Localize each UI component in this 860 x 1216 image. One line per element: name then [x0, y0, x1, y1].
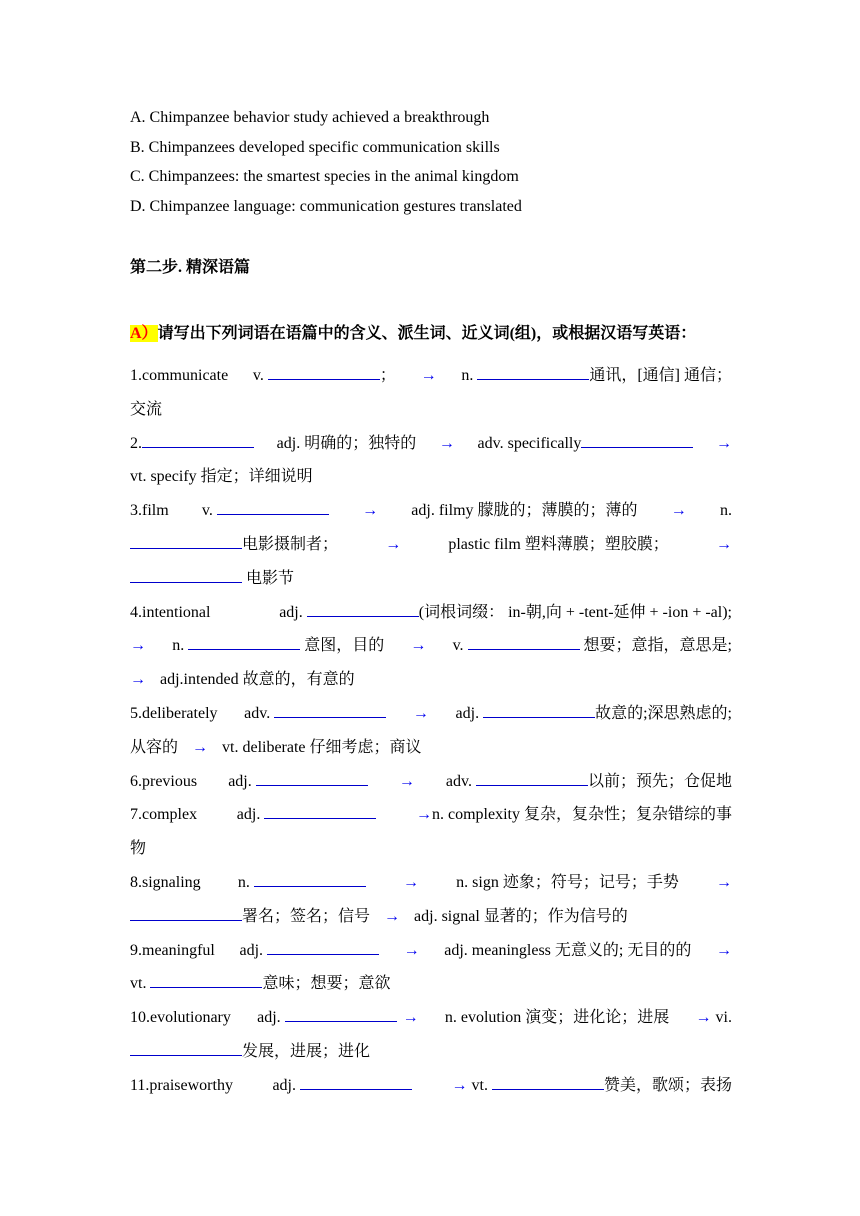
- word: 9.meaningful: [130, 941, 215, 959]
- meaning: 想要；意指，意思是;: [583, 637, 732, 655]
- vocab-item-2: [130, 427, 732, 495]
- meaning: 发展，进展；进化: [242, 1042, 371, 1060]
- meaning: 赞美，歌颂；表扬: [603, 1076, 732, 1094]
- arrow-icon: →: [398, 772, 415, 790]
- word: 2.: [130, 434, 142, 452]
- meaning: 物: [130, 840, 147, 858]
- word: 8.signaling: [130, 873, 201, 891]
- derivative: vt. specify 指定；详细说明: [130, 468, 313, 486]
- word: 6.previous: [130, 772, 198, 790]
- derivative: n. sign 迹象；符号；记号；手势: [456, 873, 679, 891]
- word: 4.intentional: [130, 603, 211, 621]
- blank[interactable]: [142, 432, 254, 448]
- meaning: 意图，目的: [304, 637, 385, 655]
- blank[interactable]: [267, 939, 379, 955]
- pos: adv.: [445, 772, 472, 790]
- vocab-item-8: [130, 866, 732, 934]
- meaning: 交流: [130, 400, 163, 418]
- pos: vi.: [715, 1009, 732, 1027]
- derivative: plastic film 塑料薄膜；塑胶膜；: [448, 535, 669, 553]
- arrow-icon: →: [451, 1076, 468, 1094]
- derivative: adj. filmy 朦胧的；薄膜的；薄的: [411, 502, 638, 520]
- blank[interactable]: [256, 770, 368, 786]
- vocab-list: [130, 359, 732, 1103]
- section-title: 第二步. 精深语篇: [130, 259, 251, 276]
- vocab-item-4: [130, 596, 732, 697]
- derivative: n. evolution 演变；进化论；进展: [444, 1009, 670, 1027]
- pos: v.: [252, 367, 264, 384]
- meaning: adj. 明确的；独特的: [276, 434, 417, 452]
- arrow-icon: →: [410, 637, 427, 655]
- blank[interactable]: [492, 1074, 604, 1090]
- vocab-item-9: [130, 934, 732, 1002]
- blank[interactable]: [130, 1040, 242, 1056]
- vocab-item-6: [130, 765, 732, 799]
- arrow-icon: →: [670, 502, 687, 520]
- pos: adj.: [272, 1076, 296, 1094]
- arrow-icon: →: [402, 1009, 419, 1027]
- arrow-icon: →: [415, 806, 432, 824]
- blank[interactable]: [130, 905, 242, 921]
- option-d: D. Chimpanzee language: communication gestures translated: [130, 198, 522, 216]
- arrow-icon: →: [715, 941, 732, 959]
- vocab-item-10: [130, 1001, 732, 1069]
- pos: vt.: [471, 1076, 488, 1094]
- blank[interactable]: [130, 567, 242, 583]
- arrow-icon: →: [715, 873, 732, 891]
- blank[interactable]: [150, 972, 262, 988]
- pos: adj.: [257, 1009, 281, 1027]
- meaning: 署名；签名；信号: [242, 907, 371, 925]
- word: 5.deliberately: [130, 704, 218, 722]
- blank[interactable]: [254, 871, 366, 887]
- blank[interactable]: [477, 364, 589, 380]
- arrow-icon: →: [384, 907, 401, 925]
- pos: adv.: [244, 704, 271, 722]
- blank[interactable]: [300, 1074, 412, 1090]
- arrow-icon: →: [402, 873, 419, 891]
- blank[interactable]: [274, 702, 386, 718]
- separator: ；: [379, 367, 396, 384]
- pos: v.: [201, 502, 213, 520]
- meaning: 通讯，[通信] 通信；: [589, 367, 732, 384]
- blank[interactable]: [130, 533, 242, 549]
- answer-options: [130, 103, 522, 222]
- arrow-icon: →: [695, 1009, 712, 1027]
- meaning: 故意的;深思熟虑的;: [595, 704, 732, 722]
- word: 3.film: [130, 502, 169, 520]
- blank[interactable]: [581, 432, 693, 448]
- pos: adj.: [239, 941, 264, 959]
- blank[interactable]: [468, 634, 580, 650]
- blank[interactable]: [476, 770, 588, 786]
- meaning: 以前；预先；仓促地: [587, 772, 732, 790]
- blank[interactable]: [268, 364, 380, 380]
- word: 1.communicate: [130, 367, 229, 384]
- arrow-icon: →: [716, 434, 732, 452]
- derivative: adj. meaningless 无意义的; 无目的的: [444, 941, 692, 959]
- blank[interactable]: [285, 1006, 397, 1022]
- pos: adj.: [279, 603, 303, 621]
- part-a-marker: A）: [130, 325, 158, 342]
- word: 11.praiseworthy: [130, 1076, 233, 1094]
- meaning: 电影摄制者；: [242, 535, 339, 553]
- derivative: adj.intended 故意的，有意的: [160, 671, 355, 689]
- meaning: 电影节: [246, 569, 295, 587]
- blank[interactable]: [264, 803, 376, 819]
- blank[interactable]: [217, 499, 329, 515]
- option-a: A. Chimpanzee behavior study achieved a breakthrough: [130, 109, 490, 126]
- arrow-icon: →: [362, 502, 379, 520]
- arrow-icon: →: [438, 434, 455, 452]
- meaning: 从容的: [130, 738, 179, 756]
- word: 10.evolutionary: [130, 1009, 231, 1027]
- arrow-icon: →: [130, 671, 146, 689]
- derivative: n. complexity 复杂，复杂性；复杂错综的事: [431, 806, 732, 824]
- part-a-heading: [130, 320, 696, 343]
- pos: n.: [719, 502, 732, 520]
- arrow-icon: →: [403, 941, 420, 959]
- word: 7.complex: [130, 806, 198, 824]
- vocab-item-7: [130, 798, 732, 866]
- pos: adj.: [228, 772, 252, 790]
- derivative: vt. deliberate 仔细考虑；商议: [222, 738, 422, 756]
- vocab-item-3: [130, 494, 732, 595]
- derivative: adv. specifically: [477, 434, 582, 452]
- root-note: (词根词缀： in-朝,向 + -tent-延伸 + -ion + -al);: [418, 603, 732, 621]
- derivative: adj. signal 显著的；作为信号的: [414, 907, 628, 925]
- arrow-icon: →: [192, 738, 209, 756]
- pos: adj.: [236, 806, 261, 824]
- blank[interactable]: [307, 601, 419, 617]
- pos: n.: [461, 367, 474, 384]
- arrow-icon: →: [130, 637, 146, 655]
- arrow-icon: →: [412, 704, 429, 722]
- option-b: B. Chimpanzees developed specific communication skills: [130, 138, 500, 156]
- pos: n.: [172, 637, 185, 655]
- vocab-item-5: [130, 697, 732, 765]
- vocab-item-11: [130, 1069, 732, 1103]
- vocab-item-1: [130, 359, 732, 427]
- arrow-icon: →: [385, 535, 402, 553]
- pos: v.: [452, 637, 464, 655]
- option-c: C. Chimpanzees: the smartest species in the animal kingdom: [130, 168, 519, 186]
- blank[interactable]: [188, 634, 300, 650]
- pos: n.: [237, 873, 250, 891]
- blank[interactable]: [483, 702, 595, 718]
- meaning: 意味；想要；意欲: [262, 975, 391, 993]
- arrow-icon: →: [420, 367, 437, 384]
- part-a-instruction: 请写出下列词语在语篇中的含义、派生词、近义词(组)，或根据汉语写英语：: [157, 325, 697, 342]
- pos: vt.: [130, 975, 147, 993]
- pos: adj.: [455, 704, 480, 722]
- arrow-icon: →: [715, 535, 732, 553]
